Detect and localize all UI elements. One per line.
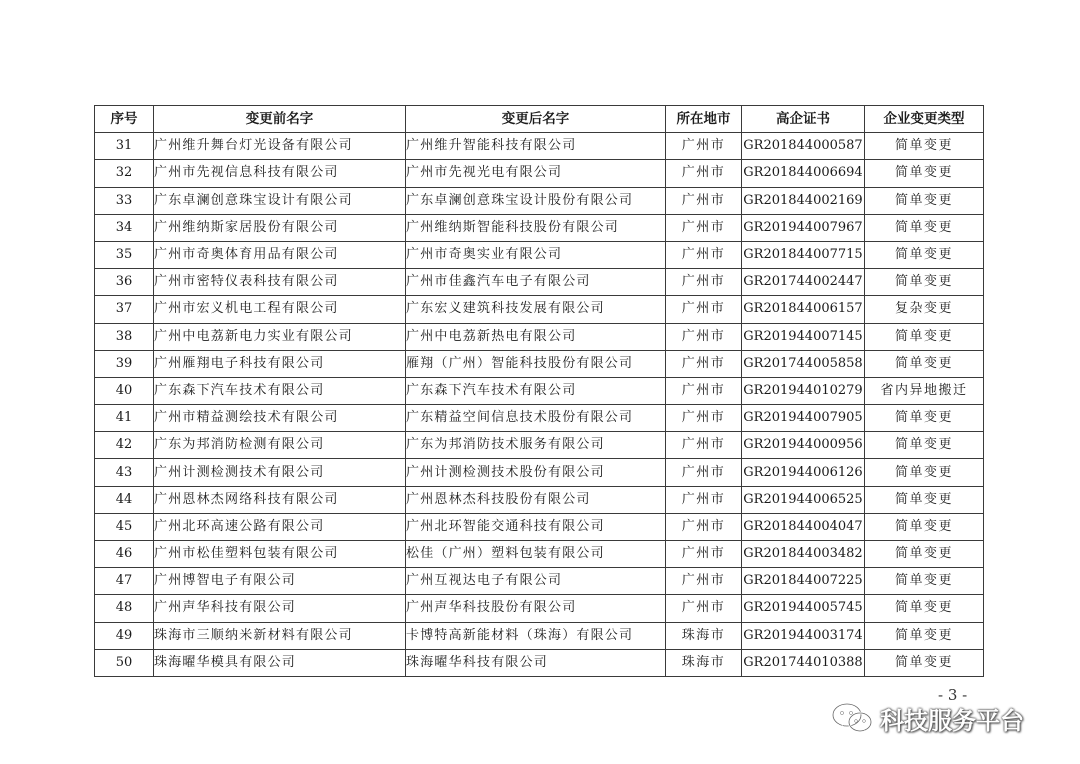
cell-serial: 41 bbox=[95, 405, 154, 432]
cell-new-name: 广州中电荔新热电有限公司 bbox=[406, 323, 666, 350]
cell-certificate: GR201944010279 bbox=[742, 377, 865, 404]
table-header-row bbox=[95, 106, 984, 133]
cell-certificate: GR201844003482 bbox=[742, 541, 865, 568]
cell-old-name: 广州声华科技有限公司 bbox=[154, 595, 406, 622]
cell-new-name: 广东为邦消防技术服务有限公司 bbox=[406, 432, 666, 459]
cell-city: 广州市 bbox=[666, 187, 742, 214]
cell-old-name: 广州维升舞台灯光设备有限公司 bbox=[154, 133, 406, 160]
cell-certificate: GR201844000587 bbox=[742, 133, 865, 160]
table-row bbox=[95, 323, 984, 350]
cell-city: 广州市 bbox=[666, 432, 742, 459]
cell-certificate: GR201844006157 bbox=[742, 296, 865, 323]
cell-serial: 43 bbox=[95, 459, 154, 486]
cell-serial: 49 bbox=[95, 622, 154, 649]
cell-old-name: 广州北环高速公路有限公司 bbox=[154, 513, 406, 540]
cell-serial: 35 bbox=[95, 241, 154, 268]
table-row bbox=[95, 649, 984, 676]
cell-city: 珠海市 bbox=[666, 649, 742, 676]
cell-serial: 40 bbox=[95, 377, 154, 404]
cell-old-name: 广州计测检测技术有限公司 bbox=[154, 459, 406, 486]
cell-old-name: 广东森下汽车技术有限公司 bbox=[154, 377, 406, 404]
table-row bbox=[95, 622, 984, 649]
cell-new-name: 雁翔（广州）智能科技股份有限公司 bbox=[406, 350, 666, 377]
wechat-icon bbox=[830, 701, 874, 735]
cell-old-name: 广州市松佳塑料包装有限公司 bbox=[154, 541, 406, 568]
cell-serial: 39 bbox=[95, 350, 154, 377]
cell-city: 广州市 bbox=[666, 459, 742, 486]
cell-new-name: 广州声华科技股份有限公司 bbox=[406, 595, 666, 622]
cell-new-name: 广州北环智能交通科技有限公司 bbox=[406, 513, 666, 540]
cell-new-name: 广东宏义建筑科技发展有限公司 bbox=[406, 296, 666, 323]
table-row bbox=[95, 377, 984, 404]
table-row bbox=[95, 568, 984, 595]
cell-city: 广州市 bbox=[666, 377, 742, 404]
cell-new-name: 广东卓澜创意珠宝设计股份有限公司 bbox=[406, 187, 666, 214]
header-change-type: 企业变更类型 bbox=[865, 106, 984, 133]
table-row bbox=[95, 241, 984, 268]
cell-certificate: GR201844007715 bbox=[742, 241, 865, 268]
header-new-name: 变更后名字 bbox=[406, 106, 666, 133]
cell-old-name: 广州博智电子有限公司 bbox=[154, 568, 406, 595]
table-row bbox=[95, 160, 984, 187]
cell-city: 广州市 bbox=[666, 405, 742, 432]
table-row bbox=[95, 595, 984, 622]
cell-certificate: GR201744005858 bbox=[742, 350, 865, 377]
header-serial: 序号 bbox=[95, 106, 154, 133]
cell-old-name: 广东为邦消防检测有限公司 bbox=[154, 432, 406, 459]
watermark bbox=[830, 700, 1024, 736]
cell-old-name: 珠海市三顺纳米新材料有限公司 bbox=[154, 622, 406, 649]
cell-new-name: 广州恩林杰科技股份有限公司 bbox=[406, 486, 666, 513]
cell-city: 广州市 bbox=[666, 296, 742, 323]
cell-change-type: 简单变更 bbox=[865, 541, 984, 568]
cell-certificate: GR201944006525 bbox=[742, 486, 865, 513]
cell-city: 广州市 bbox=[666, 160, 742, 187]
cell-city: 广州市 bbox=[666, 241, 742, 268]
table-row bbox=[95, 133, 984, 160]
table-row bbox=[95, 350, 984, 377]
cell-old-name: 广州市宏义机电工程有限公司 bbox=[154, 296, 406, 323]
cell-old-name: 广州市奇奥体育用品有限公司 bbox=[154, 241, 406, 268]
table-row bbox=[95, 486, 984, 513]
cell-change-type: 简单变更 bbox=[865, 405, 984, 432]
cell-serial: 36 bbox=[95, 269, 154, 296]
cell-change-type: 省内异地搬迁 bbox=[865, 377, 984, 404]
cell-change-type: 简单变更 bbox=[865, 432, 984, 459]
cell-city: 广州市 bbox=[666, 568, 742, 595]
cell-city: 珠海市 bbox=[666, 622, 742, 649]
cell-new-name: 广州计测检测技术股份有限公司 bbox=[406, 459, 666, 486]
cell-city: 广州市 bbox=[666, 513, 742, 540]
cell-new-name: 广东精益空间信息技术股份有限公司 bbox=[406, 405, 666, 432]
cell-certificate: GR201744002447 bbox=[742, 269, 865, 296]
cell-city: 广州市 bbox=[666, 323, 742, 350]
table-row bbox=[95, 541, 984, 568]
cell-certificate: GR201944007967 bbox=[742, 214, 865, 241]
cell-change-type: 简单变更 bbox=[865, 269, 984, 296]
cell-change-type: 复杂变更 bbox=[865, 296, 984, 323]
table-row bbox=[95, 459, 984, 486]
cell-change-type: 简单变更 bbox=[865, 595, 984, 622]
cell-serial: 37 bbox=[95, 296, 154, 323]
cell-change-type: 简单变更 bbox=[865, 649, 984, 676]
cell-new-name: 广州市佳鑫汽车电子有限公司 bbox=[406, 269, 666, 296]
cell-change-type: 简单变更 bbox=[865, 323, 984, 350]
cell-change-type: 简单变更 bbox=[865, 187, 984, 214]
cell-certificate: GR201944007145 bbox=[742, 323, 865, 350]
cell-serial: 50 bbox=[95, 649, 154, 676]
cell-old-name: 广州中电荔新电力实业有限公司 bbox=[154, 323, 406, 350]
cell-city: 广州市 bbox=[666, 214, 742, 241]
cell-serial: 46 bbox=[95, 541, 154, 568]
header-certificate: 高企证书 bbox=[742, 106, 865, 133]
cell-new-name: 广州市先视光电有限公司 bbox=[406, 160, 666, 187]
cell-new-name: 广州互视达电子有限公司 bbox=[406, 568, 666, 595]
cell-certificate: GR201744010388 bbox=[742, 649, 865, 676]
cell-city: 广州市 bbox=[666, 595, 742, 622]
cell-serial: 47 bbox=[95, 568, 154, 595]
table-body bbox=[95, 133, 984, 677]
cell-old-name: 广州市密特仪表科技有限公司 bbox=[154, 269, 406, 296]
cell-city: 广州市 bbox=[666, 541, 742, 568]
cell-change-type: 简单变更 bbox=[865, 350, 984, 377]
table-row bbox=[95, 269, 984, 296]
enterprise-change-table bbox=[94, 105, 984, 677]
cell-change-type: 简单变更 bbox=[865, 568, 984, 595]
table-row bbox=[95, 187, 984, 214]
cell-certificate: GR201844002169 bbox=[742, 187, 865, 214]
cell-certificate: GR201844007225 bbox=[742, 568, 865, 595]
cell-city: 广州市 bbox=[666, 269, 742, 296]
cell-change-type: 简单变更 bbox=[865, 241, 984, 268]
cell-city: 广州市 bbox=[666, 350, 742, 377]
cell-old-name: 珠海曜华模具有限公司 bbox=[154, 649, 406, 676]
cell-old-name: 广州市先视信息科技有限公司 bbox=[154, 160, 406, 187]
cell-serial: 38 bbox=[95, 323, 154, 350]
cell-old-name: 广州市精益测绘技术有限公司 bbox=[154, 405, 406, 432]
cell-change-type: 简单变更 bbox=[865, 513, 984, 540]
cell-certificate: GR201944006126 bbox=[742, 459, 865, 486]
table-row bbox=[95, 405, 984, 432]
cell-change-type: 简单变更 bbox=[865, 133, 984, 160]
cell-old-name: 广州维纳斯家居股份有限公司 bbox=[154, 214, 406, 241]
cell-certificate: GR201944005745 bbox=[742, 595, 865, 622]
page-number: - 3 - bbox=[938, 686, 968, 704]
cell-old-name: 广州恩林杰网络科技有限公司 bbox=[154, 486, 406, 513]
table-row bbox=[95, 432, 984, 459]
cell-serial: 42 bbox=[95, 432, 154, 459]
cell-city: 广州市 bbox=[666, 133, 742, 160]
cell-serial: 48 bbox=[95, 595, 154, 622]
cell-certificate: GR201944007905 bbox=[742, 405, 865, 432]
table-row bbox=[95, 214, 984, 241]
cell-certificate: GR201844004047 bbox=[742, 513, 865, 540]
cell-new-name: 广州维纳斯智能科技股份有限公司 bbox=[406, 214, 666, 241]
header-city: 所在地市 bbox=[666, 106, 742, 133]
cell-serial: 32 bbox=[95, 160, 154, 187]
cell-serial: 33 bbox=[95, 187, 154, 214]
cell-serial: 44 bbox=[95, 486, 154, 513]
cell-new-name: 广州维升智能科技有限公司 bbox=[406, 133, 666, 160]
cell-certificate: GR201944000956 bbox=[742, 432, 865, 459]
cell-certificate: GR201944003174 bbox=[742, 622, 865, 649]
table-row bbox=[95, 513, 984, 540]
cell-serial: 45 bbox=[95, 513, 154, 540]
cell-change-type: 简单变更 bbox=[865, 459, 984, 486]
watermark-text: 科技服务平台 bbox=[880, 706, 1024, 735]
cell-city: 广州市 bbox=[666, 486, 742, 513]
cell-certificate: GR201844006694 bbox=[742, 160, 865, 187]
cell-serial: 31 bbox=[95, 133, 154, 160]
cell-change-type: 简单变更 bbox=[865, 214, 984, 241]
cell-serial: 34 bbox=[95, 214, 154, 241]
cell-new-name: 卡博特高新能材料（珠海）有限公司 bbox=[406, 622, 666, 649]
cell-change-type: 简单变更 bbox=[865, 622, 984, 649]
cell-old-name: 广州雁翔电子科技有限公司 bbox=[154, 350, 406, 377]
header-old-name: 变更前名字 bbox=[154, 106, 406, 133]
cell-new-name: 广东森下汽车技术有限公司 bbox=[406, 377, 666, 404]
cell-new-name: 松佳（广州）塑料包装有限公司 bbox=[406, 541, 666, 568]
cell-new-name: 珠海曜华科技有限公司 bbox=[406, 649, 666, 676]
table-row bbox=[95, 296, 984, 323]
cell-old-name: 广东卓澜创意珠宝设计有限公司 bbox=[154, 187, 406, 214]
cell-change-type: 简单变更 bbox=[865, 160, 984, 187]
cell-new-name: 广州市奇奥实业有限公司 bbox=[406, 241, 666, 268]
cell-change-type: 简单变更 bbox=[865, 486, 984, 513]
